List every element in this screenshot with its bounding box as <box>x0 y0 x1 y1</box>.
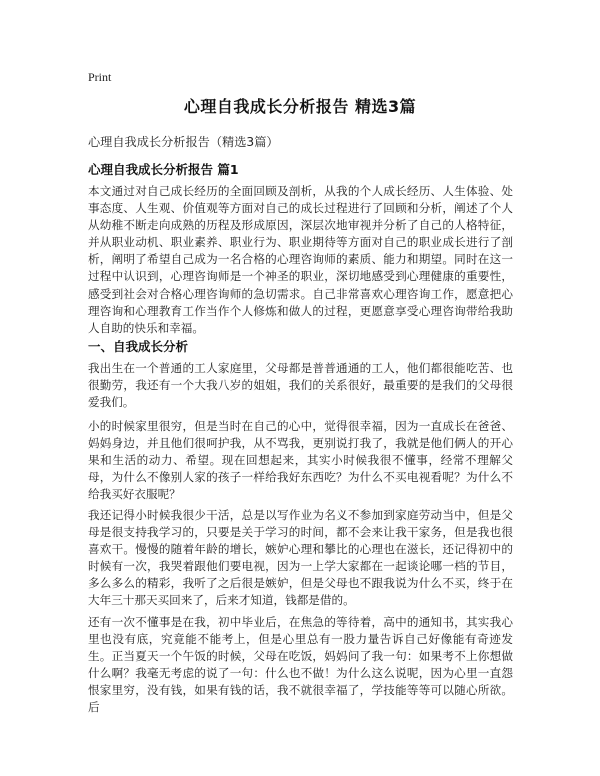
paragraph-family-background: 我出生在一个普通的工人家庭里，父母都是普普通通的工人，他们都很能吃苦、也很勤劳，我还有一个大我八岁的姐姐，我们的关系很好，最重要的是我们的父母很爱我们。 <box>88 361 513 410</box>
paragraph-tv-story: 我还记得小时候我很少干活，总是以写作业为名义不参加到家庭劳动当中，但是父母是很支持我学习的，只要是关于学习的时间，都不会来让我干家务，但是我也很喜欢干。慢慢的随着年龄的增长，嫉妒心理和攀比的心理也在滋长，还记得初中的时候有一次，我哭着跟他们要电视，因为一上学大家都在一起谈论哪一档的节目，多么多么的精彩，我听了之后很是嫉妒，但是父母也不跟我说为什么不买，终于在大年三十那天买回来了，后来才知道，钱都是借的。 <box>88 508 513 608</box>
paragraph-graduation: 还有一次不懂事是在我，初中毕业后，在焦急的等待着，高中的通知书，其实我心里也没有底，究竟能不能考上，但是心里总有一股力量告诉自己好像能有奇迹发生。正当夏天一个午饭的时候，父母在吃饭，妈妈问了我一句：如果考不上你想做什么啊？我毫无考虑的说了一句：什么也不做！为什么这么说呢，因为心里一直怨恨家里穷，没有钱，如果有钱的话，我不就很幸福了，学技能等等可以随心所欲。后 <box>88 615 513 715</box>
print-label: Print <box>88 70 112 84</box>
document-title: 心理自我成长分析报告 精选3篇 <box>183 97 417 116</box>
document-subtitle: 心理自我成长分析报告（精选3篇） <box>88 135 279 149</box>
section-heading-self-growth: 一、自我成长分析 <box>88 339 189 354</box>
article-heading: 心理自我成长分析报告 篇1 <box>88 162 239 177</box>
paragraph-childhood: 小的时候家里很穷，但是当时在自己的心中，觉得很幸福，因为一直成长在爸爸、妈妈身边，并且他们很呵护我，从不骂我，更别说打我了，我就是他们俩人的开心果和生活的动力、希望。现在回想起来，其实小时候我很不懂事，经常不理解父母，为什么不像别人家的孩子一样给我好东西吃？为什么不买电视看呢？为什么不给我买好衣服呢？ <box>88 419 513 502</box>
intro-paragraph: 本文通过对自己成长经历的全面回顾及剖析，从我的个人成长经历、人生体验、处事态度、人生观、价值观等方面对自己的成长过程进行了回顾和分析，阐述了个人从幼稚不断走向成熟的历程及形成原因，深层次地审视并分析了自己的人格特征，并从职业动机、职业素养、职业行为、职业期待等方面对自己的职业成长进行了剖析，阐明了希望自己成为一名合格的心理咨询师的素质、能力和期望。同时在这一过程中认识到，心理咨询师是一个神圣的职业，深切地感受到心理健康的重要性，感受到社会对合格心理咨询师的急切需求。自己非常喜欢心理咨询工作，愿意把心理咨询和心理教育工作当作个人修炼和做人的过程，更愿意享受心理咨询带给我助人自助的快乐和幸福。 <box>88 184 513 335</box>
